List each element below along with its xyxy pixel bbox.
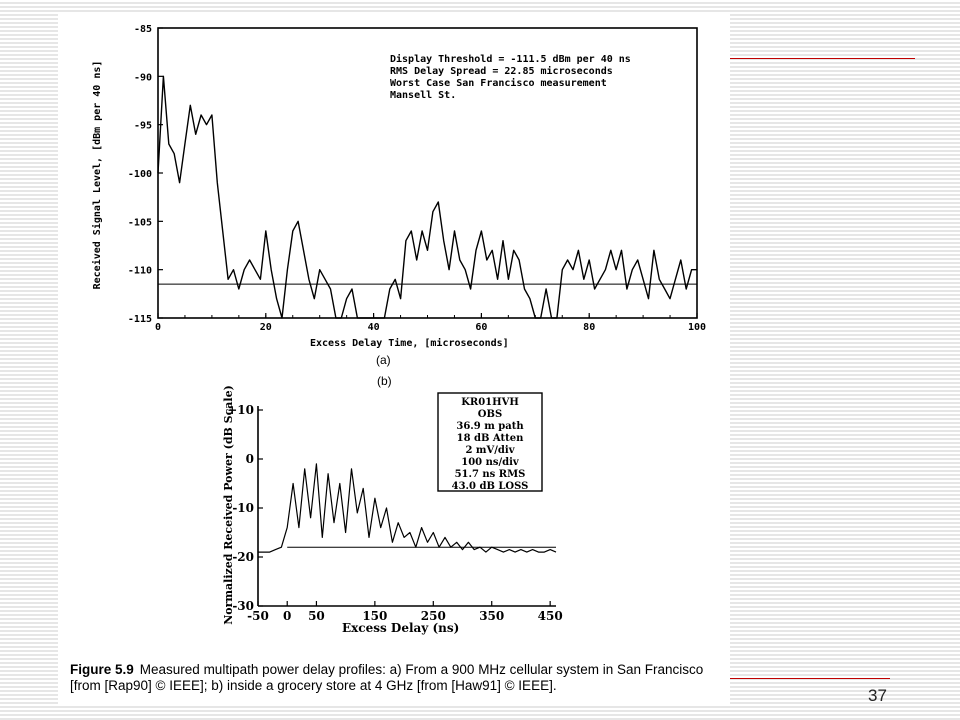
chart-a-trace <box>158 76 697 318</box>
chart-a-ytick-label: -95 <box>133 120 152 132</box>
chart-a-ytick-label: -110 <box>127 265 152 277</box>
chart-a-annotation-4: Mansell St. <box>390 90 457 101</box>
chart-b-xlabel: Excess Delay (ns) <box>342 621 460 635</box>
figure-caption-text: Measured multipath power delay profiles: a) From a 900 MHz cellular system in San Francisco [from [Rap90] © IEEE]; b) inside a grocery store at 4 GHz [from [Haw91] © IEEE]. <box>70 662 704 693</box>
chart-a-xtick-label: 0 <box>154 322 162 333</box>
chart-b-legend-line-8: 43.0 dB LOSS <box>451 481 529 492</box>
chart-b-legend-line-5: 2 mV/div <box>465 445 515 456</box>
chart-b-ytick-label: +10 <box>227 403 254 417</box>
figure-caption-label: Figure 5.9 <box>70 662 134 677</box>
chart-b-legend-line-7: 51.7 ns RMS <box>454 469 526 480</box>
chart-b-xtick-label: 50 <box>308 609 325 623</box>
chart-a-annotation-2: RMS Delay Spread = 22.85 microseconds <box>390 66 613 77</box>
chart-b-xtick-label: 0 <box>283 609 292 623</box>
chart-a-xtick-label: 100 <box>687 322 707 333</box>
chart-b-ytick-label: -10 <box>232 501 254 515</box>
chart-b-ytick-label: 0 <box>245 452 254 466</box>
chart-b-legend-line-1: KR01HVH <box>461 397 519 408</box>
chart-b-xtick-label: 450 <box>537 609 563 623</box>
figure-caption <box>70 662 720 694</box>
chart-b-legend-line-3: 36.9 m path <box>456 421 524 432</box>
chart-b-ytick-label: -20 <box>232 550 254 564</box>
chart-b-legend-line-2: OBS <box>477 409 503 420</box>
page-number: 37 <box>868 686 887 705</box>
chart-a-xtick-label: 40 <box>367 322 380 333</box>
chart-a-xtick-label: 80 <box>583 322 596 333</box>
chart-b-xtick-label: 250 <box>420 609 446 623</box>
chart-b-xtick-label: 150 <box>362 609 388 623</box>
chart-b-panel-label: (b) <box>377 374 392 388</box>
chart-a-ytick-label: -115 <box>127 314 152 325</box>
chart-a-annotation-1: Display Threshold = -111.5 dBm per 40 ns <box>390 54 631 65</box>
chart-b-xtick-label: -50 <box>247 609 269 623</box>
chart-a-xlabel: Excess Delay Time, [microseconds] <box>310 338 509 349</box>
chart-b-legend-line-4: 18 dB Atten <box>456 433 524 444</box>
chart-b-ytick-label: -30 <box>232 599 254 613</box>
chart-b-xtick-label: 350 <box>479 609 505 623</box>
chart-b-ylabel: Normalized Received Power (dB Scale) <box>222 385 235 625</box>
chart-a-ytick-label: -105 <box>127 217 152 229</box>
chart-a-ytick-label: -100 <box>127 169 152 180</box>
chart-a-xtick-label: 60 <box>475 322 488 333</box>
chart-a-ytick-label: -85 <box>133 24 152 35</box>
chart-a-xtick-label: 20 <box>259 322 272 333</box>
chart-b-legend-line-6: 100 ns/div <box>461 457 519 468</box>
chart-a-ytick-label: -90 <box>133 72 152 84</box>
chart-a-panel-label: (a) <box>376 353 391 367</box>
chart-a-ylabel: Received Signal Level, [dBm per 40 ns] <box>92 60 103 290</box>
chart-a-annotation-3: Worst Case San Francisco measurement <box>390 78 607 89</box>
